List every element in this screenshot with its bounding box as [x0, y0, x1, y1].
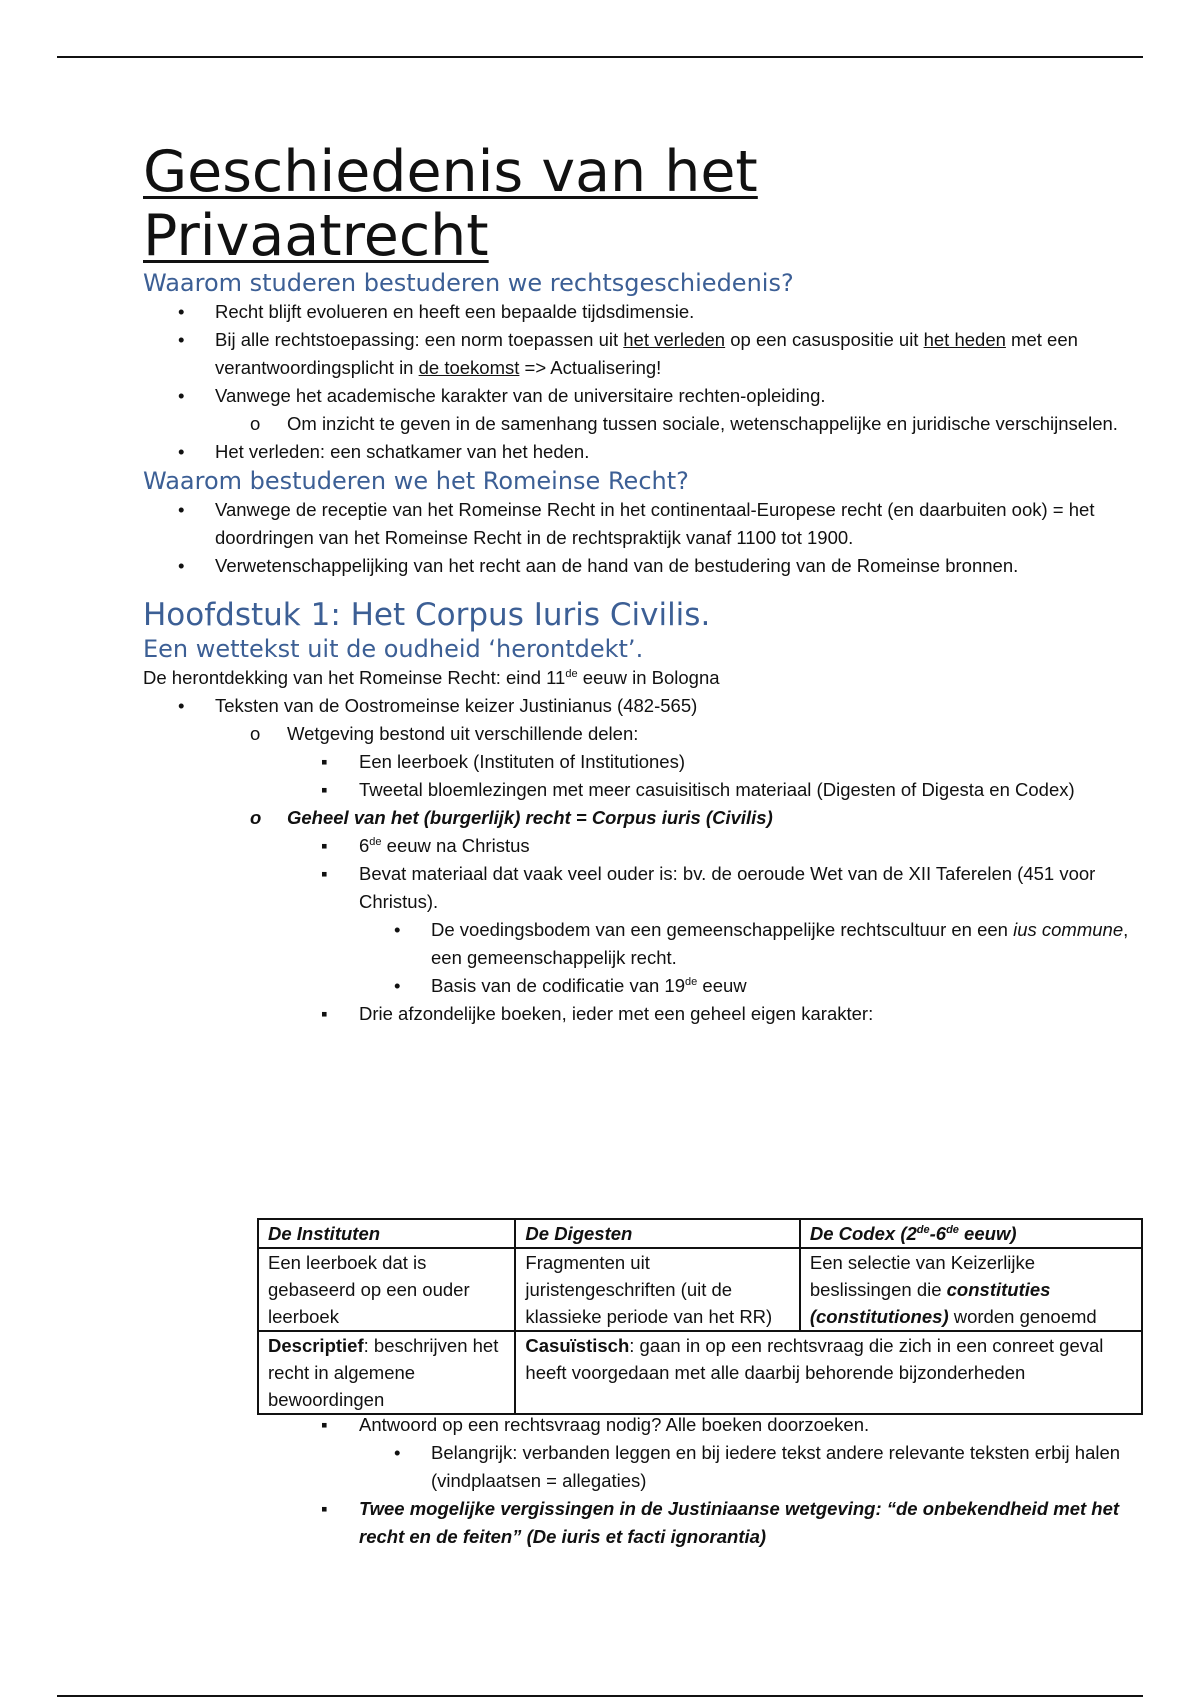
square-bullet-icon: ▪ — [321, 863, 328, 884]
document-title: Geschiedenis van het Privaatrecht — [143, 139, 758, 269]
document-body — [143, 140, 1143, 1028]
table-row — [258, 1331, 1142, 1414]
bottom-rule — [57, 1695, 1143, 1697]
square-bullet-icon: ▪ — [321, 1498, 328, 1519]
list-item: ▪ Antwoord op een rechtsvraag nodig? Alle boeken doorzoeken. — [143, 1411, 1143, 1439]
list-item: • Verwetenschappelijking van het recht aan de hand van de bestudering van de Romeinse bronnen. — [143, 552, 1143, 580]
square-bullet-icon: ▪ — [321, 779, 328, 800]
square-bullet-icon: ▪ — [321, 835, 328, 856]
table-cell: Fragmenten uit juristengeschriften (uit de klassieke periode van het RR) — [515, 1248, 799, 1331]
list-item: ▪ Drie afzondelijke boeken, ieder met een geheel eigen karakter: — [143, 1000, 1143, 1028]
chapter-intro: De herontdekking van het Romeinse Recht: eind 11de eeuw in Bologna — [143, 667, 720, 688]
list-item: ▪ Twee mogelijke vergissingen in de Justiniaanse wetgeving: “de onbekendheid met het recht en de feiten” (De iuris et facti ignorantia) — [143, 1495, 1143, 1551]
bullet-icon: • — [394, 975, 401, 996]
list-item: • Vanwege de receptie van het Romeinse Recht in het continentaal-Europese recht (en daarbuiten ook) = het doordringen van het Romeinse Recht in de rechtspraktijk vanaf 1100 tot 1900. — [143, 496, 1143, 552]
table-cell: Casuïstisch: gaan in op een rechtsvraag die zich in een conreet geval heeft voorgedaan met alle daarbij behorende bijzonderheden — [515, 1331, 1142, 1414]
circle-bullet-icon: o — [250, 413, 261, 434]
section-heading-romeinse-recht: Waarom bestuderen we het Romeinse Recht? — [143, 467, 689, 495]
list-item: • Vanwege het academische karakter van de universitaire rechten-opleiding. — [143, 382, 1143, 410]
circle-bullet-icon: o — [250, 723, 261, 744]
list-item: o Wetgeving bestond uit verschillende delen: — [143, 720, 1143, 748]
square-bullet-icon: ▪ — [321, 1414, 328, 1435]
list-item: • Belangrijk: verbanden leggen en bij iedere tekst andere relevante teksten erbij halen (vindplaatsen = allegaties) — [143, 1439, 1143, 1495]
after-table-list-wrapper — [143, 1411, 1143, 1551]
top-rule — [57, 56, 1143, 58]
list-item: ▪ Tweetal bloemlezingen met meer casuisitisch materiaal (Digesten of Digesta en Codex) — [143, 776, 1143, 804]
section-heading-rechtsgeschiedenis: Waarom studeren bestuderen we rechtsgeschiedenis? — [143, 269, 794, 297]
table-row — [258, 1248, 1142, 1331]
bullet-icon: • — [178, 301, 185, 322]
chapter-heading: Hoofdstuk 1: Het Corpus Iuris Civilis. — [143, 597, 711, 633]
list-item: • De voedingsbodem van een gemeenschappelijke rechtscultuur en een ius commune, een gemeenschappelijk recht. — [143, 916, 1143, 972]
bullet-list — [143, 496, 1143, 580]
books-table — [257, 1218, 1143, 1415]
list-item: ▪ Bevat materiaal dat vaak veel ouder is: bv. de oeroude Wet van de XII Taferelen (451 voor Christus). — [143, 860, 1143, 916]
list-item: ▪ 6de eeuw na Christus — [143, 832, 1143, 860]
table-row — [258, 1219, 1142, 1248]
table-cell: Descriptief: beschrijven het recht in algemene bewoordingen — [258, 1331, 515, 1414]
bullet-icon: • — [394, 1442, 401, 1463]
bullet-icon: • — [178, 441, 185, 462]
list-item: • Teksten van de Oostromeinse keizer Justinianus (482-565) — [143, 692, 1143, 720]
list-item: o Geheel van het (burgerlijk) recht = Corpus iuris (Civilis) — [143, 804, 1143, 832]
bullet-icon: • — [178, 385, 185, 406]
square-bullet-icon: ▪ — [321, 1003, 328, 1024]
table-header-digesten: De Digesten — [515, 1219, 799, 1248]
list-item: • Bij alle rechtstoepassing: een norm toepassen uit het verleden op een casuspositie uit het heden met een verantwoordingsplicht in de toekomst => Actualisering! — [143, 326, 1143, 382]
table-header-instituten: De Instituten — [258, 1219, 515, 1248]
list-item: • Recht blijft evolueren en heeft een bepaalde tijdsdimensie. — [143, 298, 1143, 326]
bullet-list — [143, 298, 1143, 466]
list-item: o Om inzicht te geven in de samenhang tussen sociale, wetenschappelijke en juridische verschijnselen. — [143, 410, 1143, 438]
list-item: • Basis van de codificatie van 19de eeuw — [143, 972, 1143, 1000]
table-header-codex: De Codex (2de-6de eeuw) — [800, 1219, 1142, 1248]
bullet-icon: • — [178, 499, 185, 520]
circle-bullet-icon: o — [250, 807, 262, 828]
table-cell: Een selectie van Keizerlijke beslissingen die constituties (constitutiones) worden genoemd — [800, 1248, 1142, 1331]
after-table-list — [143, 1411, 1143, 1551]
bullet-icon: • — [178, 695, 185, 716]
table-cell: Een leerboek dat is gebaseerd op een ouder leerboek — [258, 1248, 515, 1331]
list-item: • Het verleden: een schatkamer van het heden. — [143, 438, 1143, 466]
bullet-icon: • — [178, 329, 185, 350]
bullet-icon: • — [178, 555, 185, 576]
list-item: ▪ Een leerboek (Instituten of Institutiones) — [143, 748, 1143, 776]
chapter-list — [143, 692, 1143, 1028]
square-bullet-icon: ▪ — [321, 751, 328, 772]
bullet-icon: • — [394, 919, 401, 940]
chapter-subheading: Een wettekst uit de oudheid ‘herontdekt’. — [143, 635, 644, 663]
